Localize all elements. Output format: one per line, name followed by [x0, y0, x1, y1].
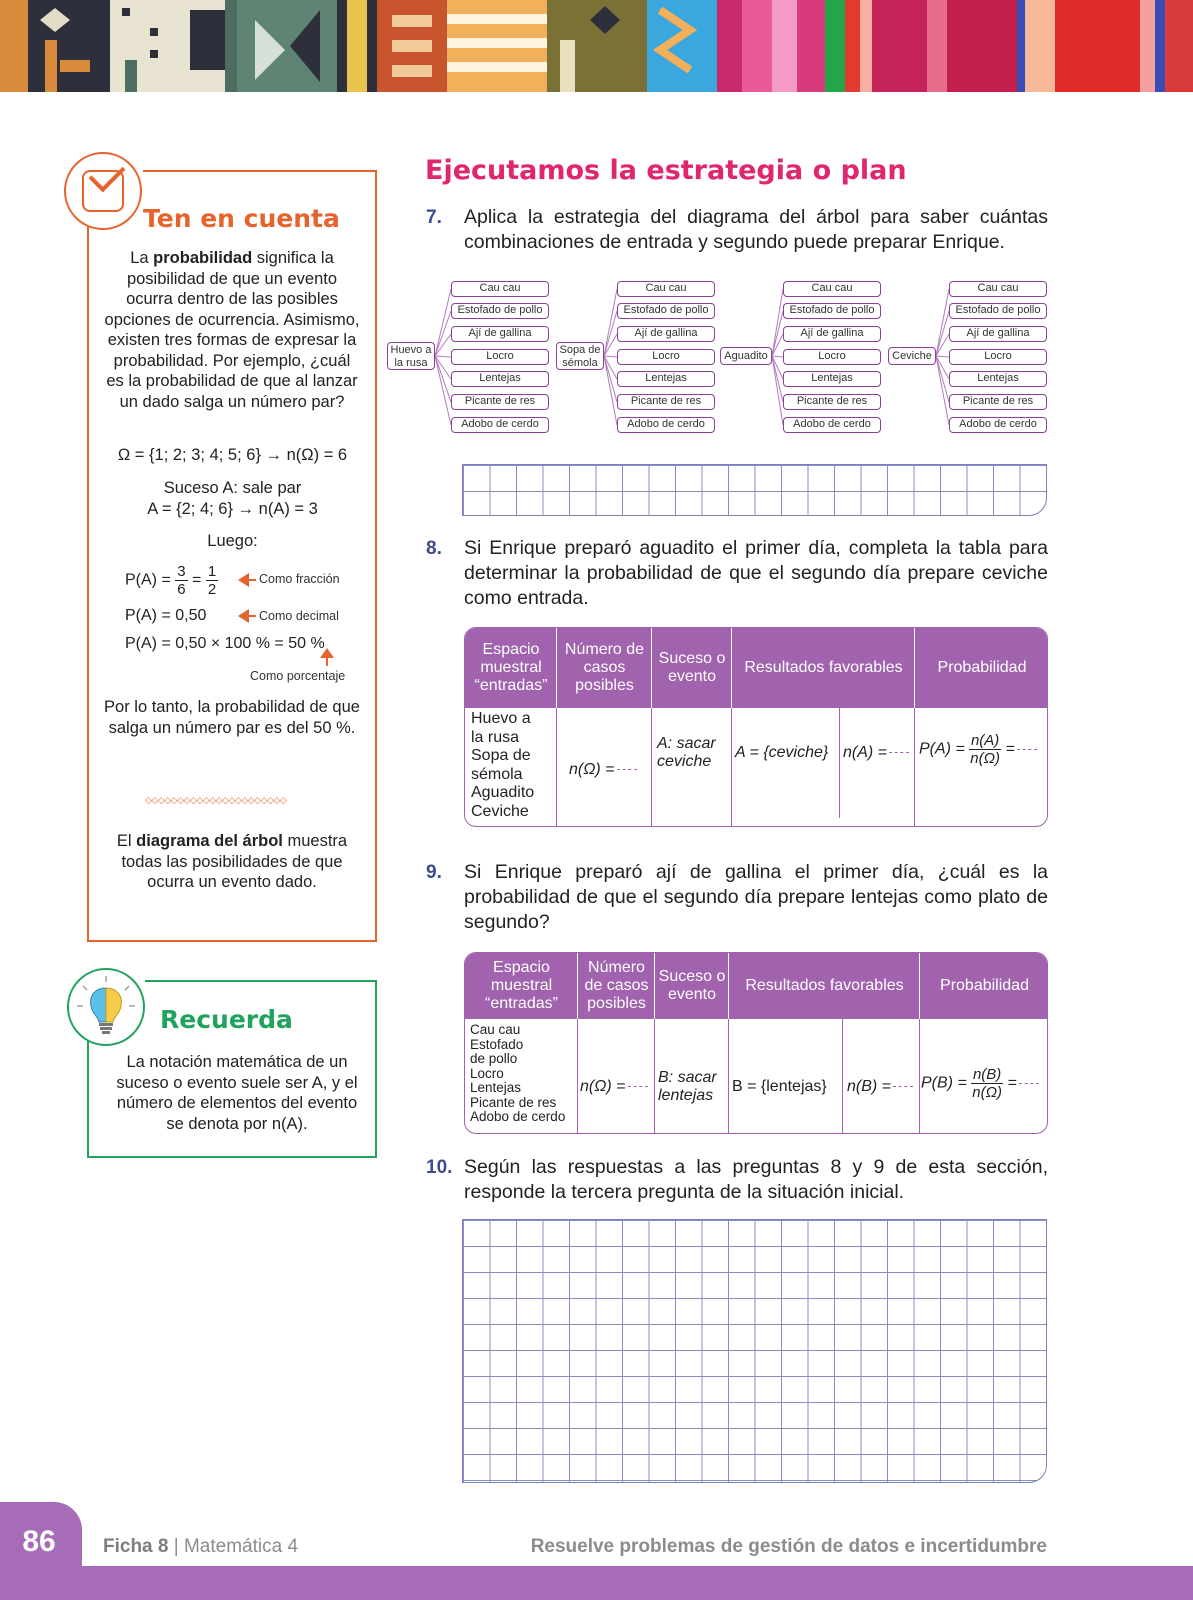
table-question-9 [464, 952, 1048, 1134]
tree-branch [936, 311, 949, 356]
reminder-paragraph: La notación matemática de un suceso o evento suele ser A, y el número de elementos del evento se denota por n(A). [116, 1053, 358, 1133]
header-sample-space: Espacio muestral “entradas” [465, 628, 557, 708]
header-favorable: Resultados favorables [729, 953, 920, 1019]
tree-branch [435, 356, 451, 357]
tree-branch [604, 356, 617, 402]
header-possible-cases: Número de casos posibles [557, 628, 652, 708]
tree-root-node: Ceviche [888, 347, 936, 365]
tree-branch [772, 356, 783, 357]
checkmark-icon [64, 152, 142, 230]
tree-leaf-node: Ají de gallina [617, 326, 715, 342]
event-cell: A: sacar ceviche [657, 735, 716, 770]
footer-competency: Resuelve problemas de gestión de datos e incertidumbre [530, 1536, 1047, 1557]
tree-branch [604, 356, 617, 357]
tree-branch [604, 356, 617, 425]
favorable-set-cell: B = {lentejas} [732, 1078, 827, 1095]
header-probability: Probabilidad [920, 953, 1048, 1019]
tree-branch [604, 311, 617, 356]
textile-pattern-icon [0, 0, 1193, 92]
fraction-note: Como fracción [259, 572, 340, 586]
arrow-left-icon [238, 573, 249, 587]
tree-branch [936, 356, 949, 357]
question-8-number: 8. [426, 538, 442, 559]
tree-leaf-node: Cau cau [783, 281, 881, 297]
tree-leaf-node: Estofado de pollo [949, 303, 1047, 319]
decimal-formula: P(A) = 0,50 [125, 607, 207, 624]
tree-leaf-node: Locro [783, 349, 881, 365]
favorable-count-cell[interactable]: n(A) = [843, 744, 909, 762]
reminder-title: Recuerda [160, 1005, 293, 1034]
tree-branch [435, 356, 451, 402]
event-cell: B: sacar lentejas [658, 1069, 717, 1104]
tree-leaf-node: Picante de res [451, 394, 549, 410]
tree-leaf-node: Cau cau [451, 281, 549, 297]
tree-note: El diagrama del árbol muestra todas las posibilidades de que ocurra un evento dado. [116, 832, 348, 891]
tree-leaf-node: Ají de gallina [783, 326, 881, 342]
tree-leaf-node: Lentejas [783, 371, 881, 387]
tree-root-node: Aguadito [720, 347, 772, 365]
tree-leaf-node: Lentejas [617, 371, 715, 387]
tree-leaf-node: Picante de res [949, 394, 1047, 410]
divider: ◇◇◇◇◇◇◇◇◇◇◇◇◇◇◇◇◇◇◇◇◇◇ [145, 795, 287, 805]
question-10-number: 10. [426, 1157, 453, 1178]
brain-lightbulb-icon [67, 968, 145, 1046]
footer-ficha: Ficha 8 | Matemática 4 [103, 1536, 299, 1557]
tree-leaf-node: Cau cau [617, 281, 715, 297]
favorable-count-cell[interactable]: n(B) = [847, 1078, 913, 1096]
sample-space-list: Huevo a la rusa Sopa de sémola Aguadito Ceviche [471, 710, 535, 820]
header-favorable: Resultados favorables [732, 628, 915, 708]
tree-leaf-node: Estofado de pollo [617, 303, 715, 319]
possible-cases-cell[interactable]: n(Ω) = [580, 1078, 648, 1096]
favorable-set-cell: A = {ceviche} [735, 744, 829, 761]
tree-leaf-node: Adobo de cerdo [949, 417, 1047, 433]
possible-cases-cell[interactable]: n(Ω) = [569, 761, 637, 779]
tree-leaf-node: Locro [617, 349, 715, 365]
tree-leaf-node: Lentejas [949, 371, 1047, 387]
tree-branch [435, 311, 451, 356]
answer-grid-q10[interactable] [462, 1219, 1047, 1483]
tree-leaf-node: Picante de res [617, 394, 715, 410]
event-block: Suceso A: sale par A = {2; 4; 6} → n(A) = 3 [147, 479, 318, 518]
tree-leaf-node: Cau cau [949, 281, 1047, 297]
tree-branch [435, 289, 451, 356]
sample-space-list: Cau cau Estofado de pollo Locro Lentejas Picante de res Adobo de cerdo [470, 1022, 566, 1124]
percent-note: Como porcentaje [250, 669, 346, 683]
footer-bar [0, 1566, 1193, 1600]
tip-title: Ten en cuenta [143, 204, 340, 233]
tree-leaf-node: Picante de res [783, 394, 881, 410]
decimal-note: Como decimal [259, 609, 339, 623]
tree-leaf-node: Adobo de cerdo [451, 417, 549, 433]
luego-label: Luego: [207, 532, 258, 550]
header-event: Suceso o evento [655, 953, 729, 1019]
header-event: Suceso o evento [652, 628, 732, 708]
arrow-left-icon [238, 609, 249, 623]
answer-grid-q7[interactable] [462, 464, 1047, 516]
section-title: Ejecutamos la estrategia o plan [425, 155, 907, 186]
tree-root-node: Huevo a la rusa [387, 342, 435, 370]
tree-branch [936, 356, 949, 425]
question-8-text: Si Enrique preparó aguadito el primer día, completa la tabla para determinar la probabilidad de que el segundo día prepare ceviche como entrada. [464, 537, 1048, 609]
tree-leaf-node: Ají de gallina [451, 326, 549, 342]
header-possible-cases: Número de casos posibles [578, 953, 655, 1019]
tree-leaf-node: Ají de gallina [949, 326, 1047, 342]
tree-branch [435, 356, 451, 425]
tree-branch [936, 356, 949, 402]
question-7-number: 7. [426, 207, 442, 228]
tree-leaf-node: Locro [451, 349, 549, 365]
question-9-text: Si Enrique preparó ají de gallina el primer día, ¿cuál es la probabilidad de que el segundo día prepare lentejas como plato de segundo? [464, 861, 1048, 933]
probability-cell[interactable]: P(B) = $\frac{n(B)}{n(\Omega)}$ = [921, 1066, 1039, 1101]
tree-leaf-node: Estofado de pollo [783, 303, 881, 319]
decorative-header-band [0, 0, 1193, 92]
fraction-formula: P(A) = $\frac{3}{6}$ = $\frac{1}{2}$ [125, 563, 217, 598]
page-number: 86 [22, 1525, 56, 1558]
tree-leaf-node: Adobo de cerdo [783, 417, 881, 433]
question-10-text: Según las respuestas a las preguntas 8 y 9 de esta sección, responde la tercera pregunta de la situación inicial. [464, 1156, 1048, 1203]
tree-branch [772, 311, 783, 356]
tree-leaf-node: Lentejas [451, 371, 549, 387]
header-probability: Probabilidad [915, 628, 1048, 708]
question-7-text: Aplica la estrategia del diagrama del árbol para saber cuántas combinaciones de entrada y segundo puede preparar Enrique. [464, 206, 1048, 253]
tree-leaf-node: Locro [949, 349, 1047, 365]
header-sample-space: Espacio muestral “entradas” [465, 953, 578, 1019]
table-question-8 [464, 627, 1048, 827]
tree-leaf-node: Adobo de cerdo [617, 417, 715, 433]
question-9-number: 9. [426, 862, 442, 883]
tip-paragraph: La probabilidad significa la posibilidad de que un evento ocurra dentro de las posibles opciones de ocurrencia. Asimismo, existen tres formas de expresar la probabilidad. Por ejemplo, ¿cuál es la probabilidad de que al lanzar un dado salga un número par? [104, 249, 360, 411]
tree-leaf-node: Estofado de pollo [451, 303, 549, 319]
probability-cell[interactable]: P(A) = $\frac{n(A)}{n(\Omega)}$ = [919, 732, 1037, 767]
conclusion-paragraph: Por lo tanto, la probabilidad de que salga un número par es del 50 %. [104, 698, 360, 737]
percent-formula: P(A) = 0,50 × 100 % = 50 % [125, 635, 325, 652]
tree-root-node: Sopa de sémola [556, 342, 604, 370]
sample-space-line: Ω = {1; 2; 3; 4; 5; 6} → n(Ω) = 6 [117, 446, 348, 464]
tree-branch [772, 356, 783, 402]
